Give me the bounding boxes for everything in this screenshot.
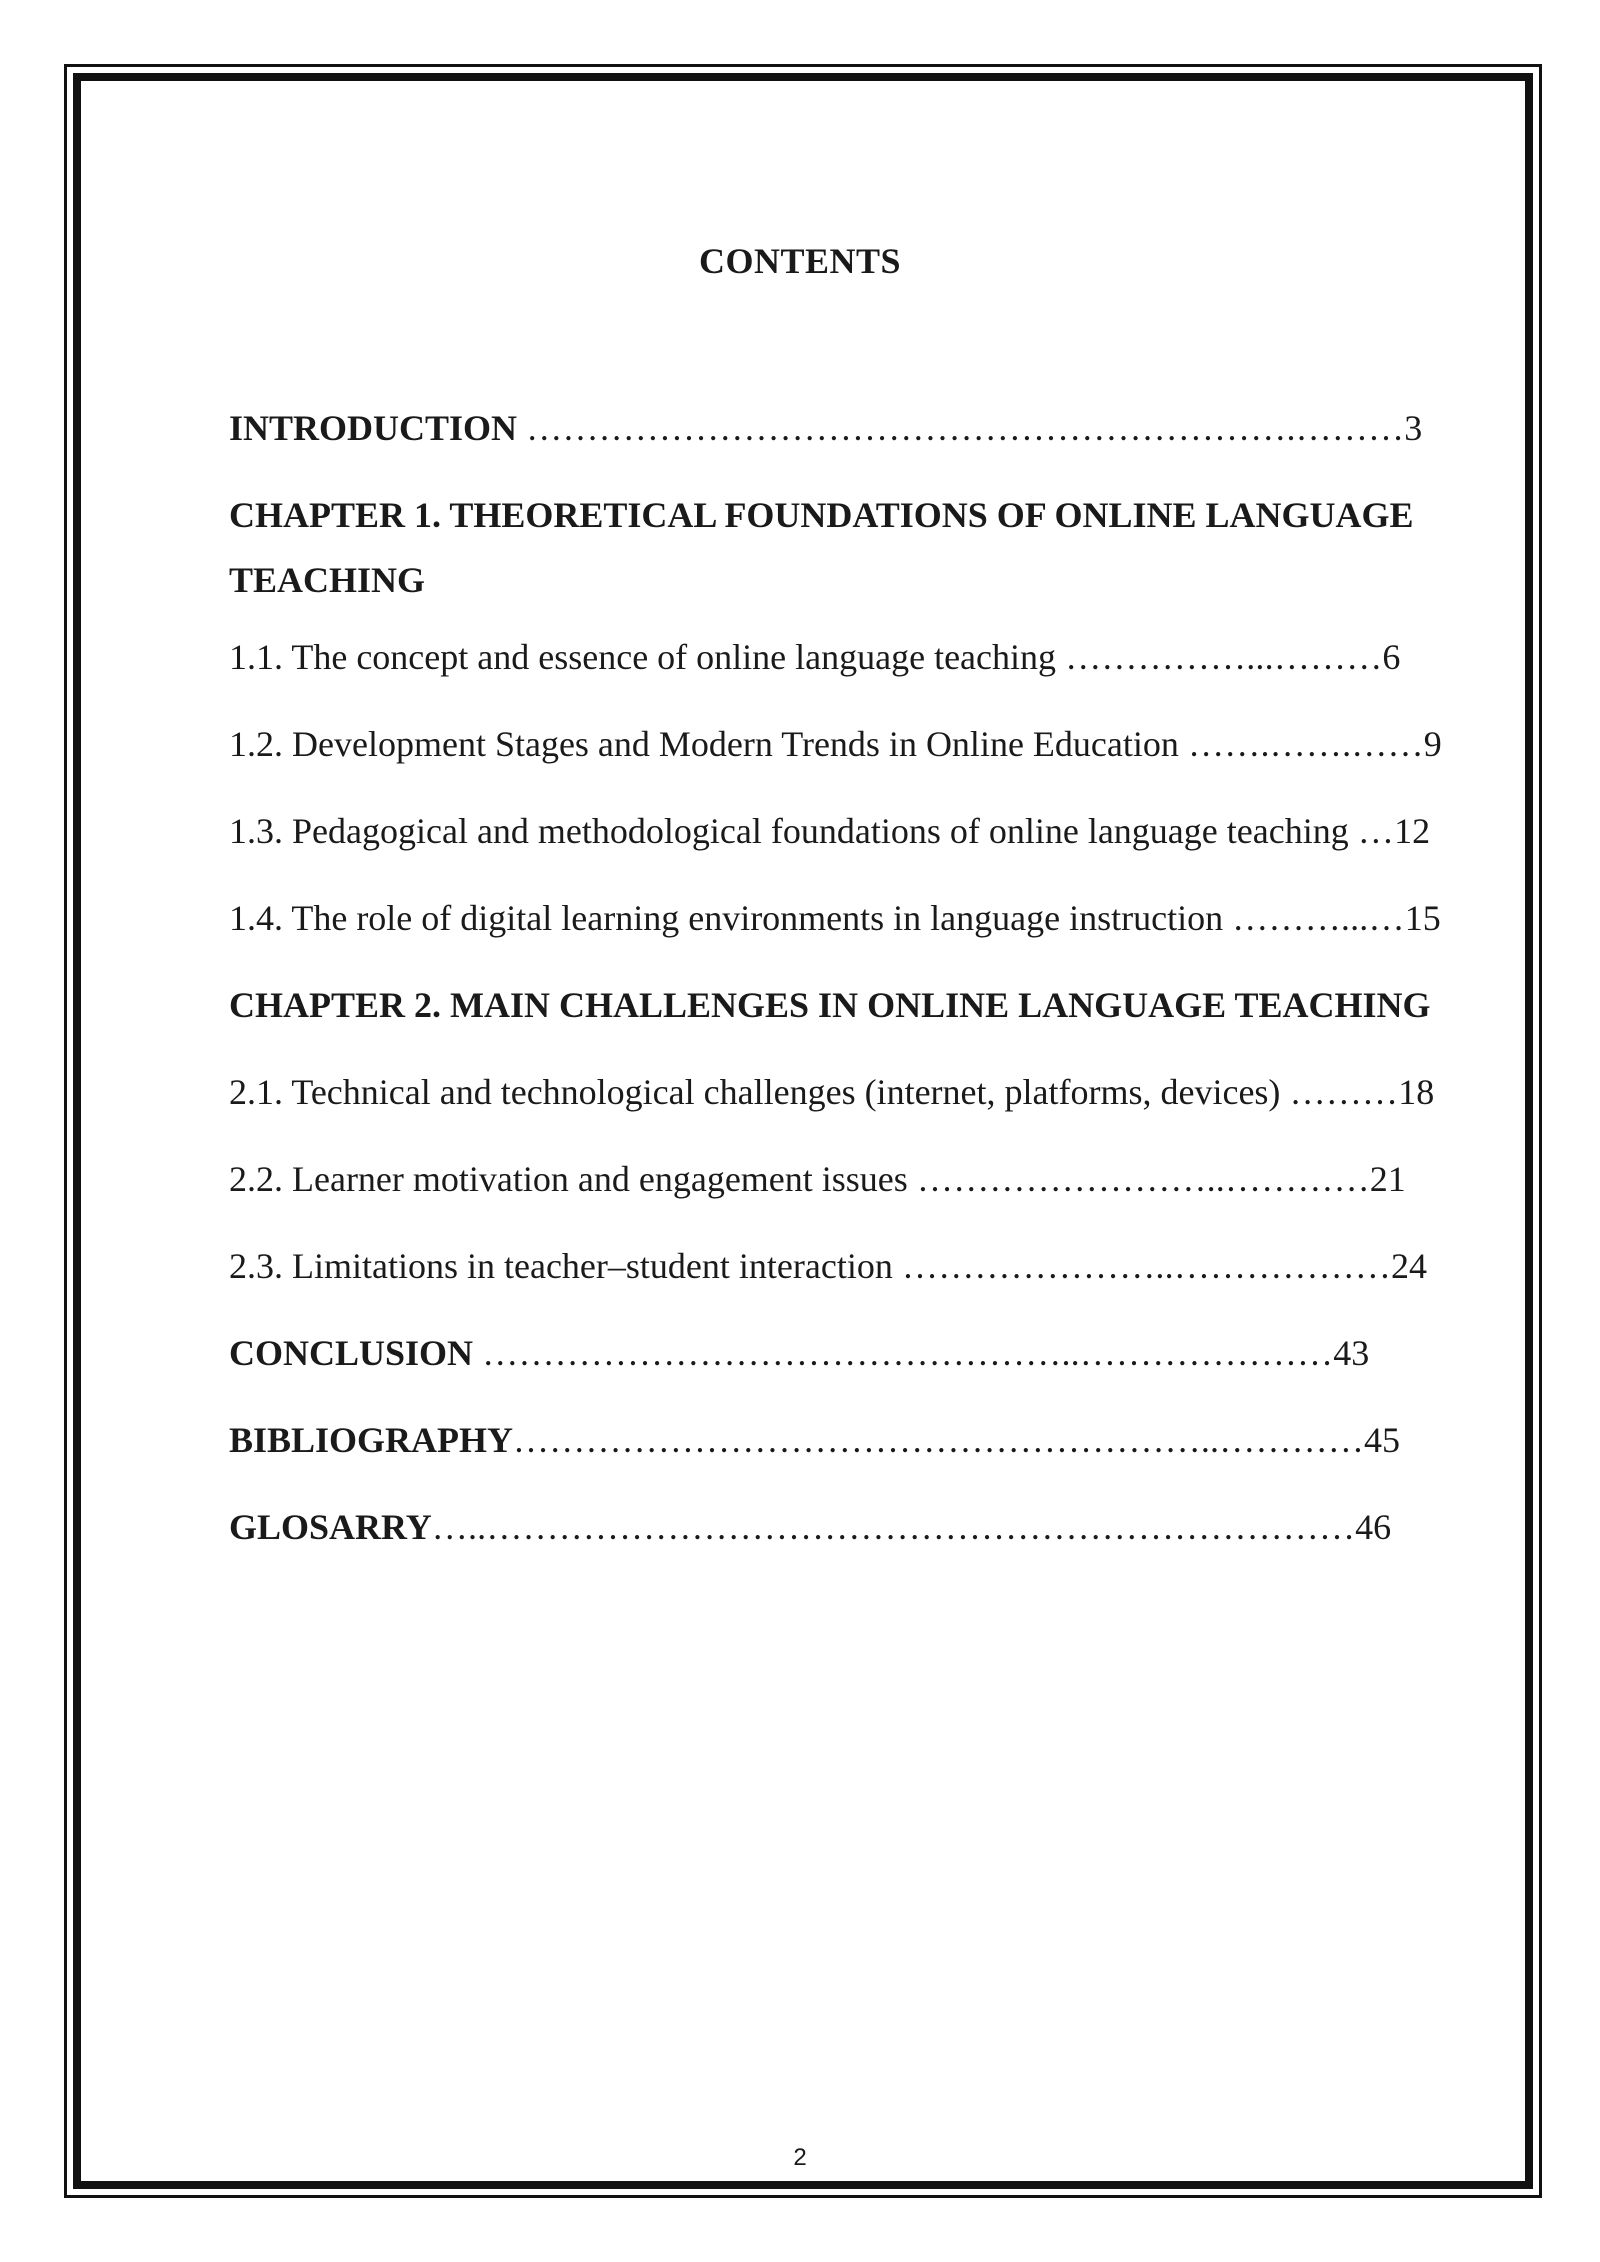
toc-page-number: 12 xyxy=(1394,811,1431,851)
toc-page-number: 21 xyxy=(1369,1159,1406,1199)
toc-entry-label: 1.1. The concept and essence of online language teaching xyxy=(229,637,1057,677)
toc-entry-chapter-1[interactable] xyxy=(229,483,1491,635)
toc-page-number: 15 xyxy=(1404,898,1441,938)
toc-entry-2-2[interactable] xyxy=(229,1157,1491,1244)
toc-entry-1-1[interactable] xyxy=(229,635,1491,722)
toc-page-number: 18 xyxy=(1398,1072,1435,1112)
toc-entry-label: INTRODUCTION xyxy=(229,408,518,448)
toc-entry-label: 2.1. Technical and technological challenges (internet, platforms, devices) xyxy=(229,1072,1281,1112)
toc-entry-label: 2.2. Learner motivation and engagement issues xyxy=(229,1159,908,1199)
toc-entry-1-4[interactable] xyxy=(229,896,1491,983)
toc-leader-dots: ……………………..………… xyxy=(907,1159,1370,1199)
toc-entry-label: CHAPTER 1. THEORETICAL FOUNDATIONS OF ONLINE LANGUAGE TEACHING xyxy=(229,495,1414,600)
toc-entry-2-3[interactable] xyxy=(229,1244,1491,1331)
toc-entry-label: 1.2. Development Stages and Modern Trends in Online Education xyxy=(229,724,1179,764)
toc-entry-glossary[interactable] xyxy=(229,1505,1491,1592)
toc-leader-dots: …………………………………………..………………… xyxy=(473,1333,1334,1373)
toc-leader-dots: ……… xyxy=(1280,1072,1399,1112)
toc-entry-label: CONCLUSION xyxy=(229,1333,474,1373)
toc-leader-dots: …….…….…… xyxy=(1178,724,1424,764)
toc-entry-label: GLOSARRY xyxy=(229,1507,432,1547)
toc-leader-dots: …………………………………………………..………… xyxy=(513,1420,1365,1460)
toc-entry-label: 1.3. Pedagogical and methodological foundations of online language teaching xyxy=(229,811,1349,851)
toc-entry-label: CHAPTER 2. MAIN CHALLENGES IN ONLINE LANGUAGE TEACHING xyxy=(229,985,1431,1025)
toc-page-number: 46 xyxy=(1355,1507,1392,1547)
toc-entry-label: 2.3. Limitations in teacher–student interaction xyxy=(229,1246,893,1286)
toc-page-number: 45 xyxy=(1364,1420,1401,1460)
table-of-contents xyxy=(229,406,1491,1592)
contents-title: CONTENTS xyxy=(698,241,902,281)
toc-entry-bibliography[interactable] xyxy=(229,1418,1491,1505)
toc-entry-2-1[interactable] xyxy=(229,1070,1491,1157)
toc-entry-chapter-2[interactable] xyxy=(229,983,1491,1070)
toc-page-number: 6 xyxy=(1382,637,1401,677)
toc-entry-label: BIBLIOGRAPHY xyxy=(229,1420,514,1460)
toc-entry-1-3[interactable] xyxy=(229,809,1491,896)
toc-page-number: 43 xyxy=(1333,1333,1370,1373)
toc-entry-conclusion[interactable] xyxy=(229,1331,1491,1418)
toc-page-number: 3 xyxy=(1404,408,1423,448)
toc-entry-introduction[interactable] xyxy=(229,406,1491,493)
toc-entry-1-2[interactable] xyxy=(229,722,1491,809)
toc-leader-dots: ………...… xyxy=(1223,898,1405,938)
toc-leader-dots: ……………...……… xyxy=(1056,637,1383,677)
toc-page-number: 9 xyxy=(1423,724,1442,764)
toc-entry-label: 1.4. The role of digital learning environments in language instruction xyxy=(229,898,1224,938)
page-number: 2 xyxy=(793,2144,807,2171)
toc-leader-dots: …..……………………………………………………………… xyxy=(431,1507,1356,1547)
toc-leader-dots: ……………………………………………………….……… xyxy=(517,408,1405,448)
toc-page-number: 24 xyxy=(1391,1246,1428,1286)
toc-leader-dots: … xyxy=(1348,811,1395,851)
toc-leader-dots: …………………..……………… xyxy=(892,1246,1392,1286)
